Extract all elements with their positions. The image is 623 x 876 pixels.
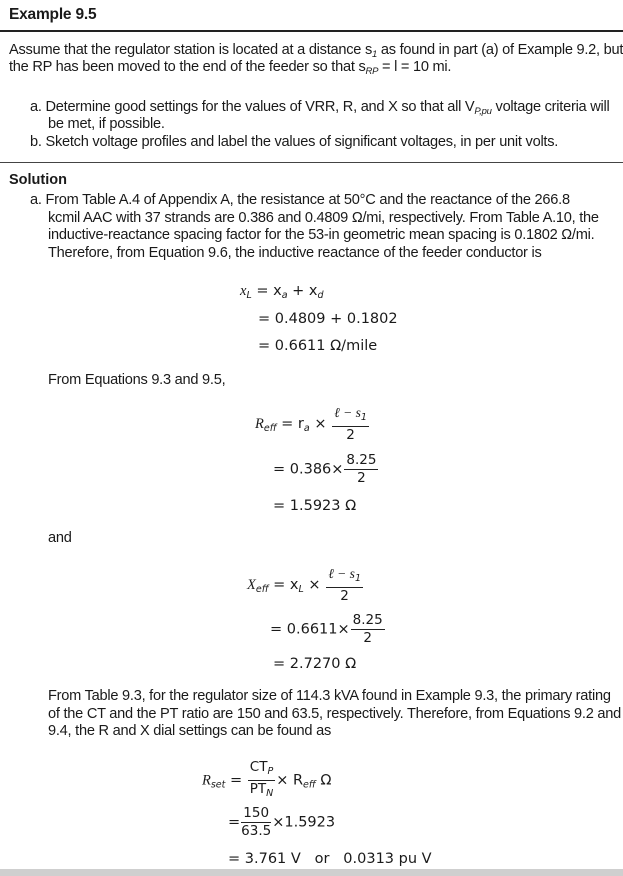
reff-frac-num	[332, 405, 369, 427]
xeff-frac-den: 2	[340, 588, 349, 604]
xeff-step-2	[270, 613, 386, 646]
solution-a-line-3: inductive-reactance spacing factor for the 53-in geometric mean spacing is 0.1802 Ω/mi.	[48, 227, 595, 243]
reff-step-2-pre: = 0.386×	[273, 461, 344, 478]
reff-fraction	[332, 405, 369, 443]
xl-step-3: = 0.6611 Ω/mile	[258, 338, 378, 354]
reff-step-2	[273, 453, 379, 486]
rset-frac-den	[248, 781, 275, 801]
rset-den-sub: N	[266, 788, 274, 799]
section-divider	[0, 162, 623, 163]
xeff-step-2-pre: = 0.6611×	[270, 621, 350, 638]
example-title: Example 9.5	[9, 6, 97, 23]
rset-unit: Ω	[315, 772, 332, 789]
intro-text-2a: the RP has been moved to the end of the feeder so that s	[9, 59, 366, 75]
intro-text-2b: = l = 10 mi.	[378, 59, 452, 75]
rset-equation	[202, 760, 331, 801]
reff-step-2-fraction	[344, 453, 378, 486]
xeff-step-2-fraction	[351, 613, 385, 646]
task-b-text: Sketch voltage profiles and label the values of significant voltages, in per unit volts.	[45, 134, 559, 150]
xl-lhs: x	[240, 283, 247, 299]
xeff-equation	[247, 566, 364, 604]
rset-step-2-fraction	[241, 806, 271, 839]
and-text: and	[48, 530, 72, 546]
task-b-line	[30, 134, 558, 151]
task-a-text-end: voltage criteria will	[491, 99, 610, 115]
rset-step-2	[228, 806, 335, 839]
solution-a-line-1	[30, 192, 570, 209]
rset-after: × R	[276, 772, 304, 789]
rset-step-3: = 3.761 V or 0.0313 pu V	[228, 851, 432, 867]
xl-rhs: = x	[256, 283, 282, 299]
reff-lhs: R	[255, 416, 264, 432]
xl-rhs-sub-d: d	[317, 290, 324, 301]
table-text-line-1: From Table 9.3, for the regulator size of 114.3 kVA found in Example 9.3, the primary rating	[48, 688, 611, 704]
rset-num-sub: P	[267, 766, 274, 777]
rset-lhs-sub: set	[210, 779, 226, 791]
xl-equation	[240, 283, 324, 301]
rset-step-2-eq: =	[228, 814, 241, 831]
reff-mid: = r	[281, 416, 304, 432]
intro-text: Assume that the regulator station is located at a distance s	[9, 42, 373, 58]
xeff-num-sub: 1	[354, 573, 361, 584]
solution-a-label: a.	[30, 192, 42, 208]
task-a-subscript: P,pu	[474, 106, 492, 117]
xeff-mid: = x	[273, 577, 299, 593]
rset-num-text: CT	[249, 759, 268, 775]
xeff-fraction	[326, 566, 363, 604]
rset-step-2-num: 150	[241, 806, 271, 823]
xeff-num-text: ℓ − s	[328, 566, 355, 581]
task-b-label: b.	[30, 134, 42, 150]
reff-lhs-sub: eff	[263, 423, 277, 434]
xl-step-2: = 0.4809 + 0.1802	[258, 311, 398, 327]
table-text-line-3: 9.4, the R and X dial settings can be found as	[48, 723, 332, 739]
solution-heading: Solution	[9, 172, 67, 188]
example-header	[0, 0, 623, 32]
xeff-step-2-num: 8.25	[352, 612, 383, 628]
rset-step-2-den: 63.5	[241, 823, 272, 839]
reff-step-2-den: 2	[357, 470, 366, 486]
rset-eq-sign: =	[230, 772, 243, 789]
reff-num-sub: 1	[360, 412, 367, 423]
reff-step-3: = 1.5923 Ω	[273, 498, 357, 514]
from-equations-text: From Equations 9.3 and 9.5,	[48, 372, 226, 388]
reff-frac-den: 2	[346, 427, 355, 443]
rset-after-sub: eff	[303, 779, 316, 791]
reff-times: ×	[309, 416, 332, 432]
task-a-label: a.	[30, 99, 42, 115]
xeff-times: ×	[303, 577, 326, 593]
reff-mid-sub: a	[303, 423, 310, 434]
rset-step-2-after: ×1.5923	[272, 814, 336, 831]
intro-text-end: as found in part (a) of Example 9.2, but	[377, 42, 623, 58]
xl-rhs-sub-a: a	[281, 290, 288, 301]
rset-fraction	[248, 760, 275, 801]
intro-line-2	[9, 59, 451, 80]
intro-subscript-rp: RP	[365, 66, 379, 77]
reff-num-text: ℓ − s	[334, 405, 361, 420]
xeff-frac-num	[326, 566, 363, 588]
xl-plus: + x	[287, 283, 318, 299]
solution-a-text-1: From Table A.4 of Appendix A, the resistance at 50°C and the reactance of the 266.8	[45, 192, 570, 208]
reff-step-2-num: 8.25	[346, 452, 377, 468]
task-a-line-2: be met, if possible.	[48, 116, 165, 132]
xl-lhs-sub: L	[246, 290, 252, 301]
task-a-text: Determine good settings for the values of VRR, R, and X so that all V	[45, 99, 475, 115]
reff-equation	[255, 405, 370, 443]
table-text-line-2: of the CT and the PT ratio are 150 and 63.5, respectively. Therefore, from Equations 9.2 and	[48, 706, 621, 722]
xeff-step-3: = 2.7270 Ω	[273, 656, 357, 672]
xeff-lhs-sub: eff	[255, 584, 269, 595]
xeff-step-2-den: 2	[363, 630, 372, 646]
xeff-mid-sub: L	[298, 584, 304, 595]
page-bottom-bar	[0, 869, 623, 876]
solution-a-line-4: Therefore, from Equation 9.6, the inductive reactance of the feeder conductor is	[48, 245, 542, 261]
rset-lhs: R	[202, 772, 211, 789]
intro-subscript: 1	[372, 49, 378, 60]
xeff-lhs: X	[247, 577, 256, 593]
solution-a-line-2: kcmil AAC with 37 strands are 0.386 and 0.4809 Ω/mi, respectively. From Table A.10, the	[48, 210, 599, 226]
rset-frac-num	[248, 760, 275, 781]
rset-den-text: PT	[249, 781, 267, 797]
